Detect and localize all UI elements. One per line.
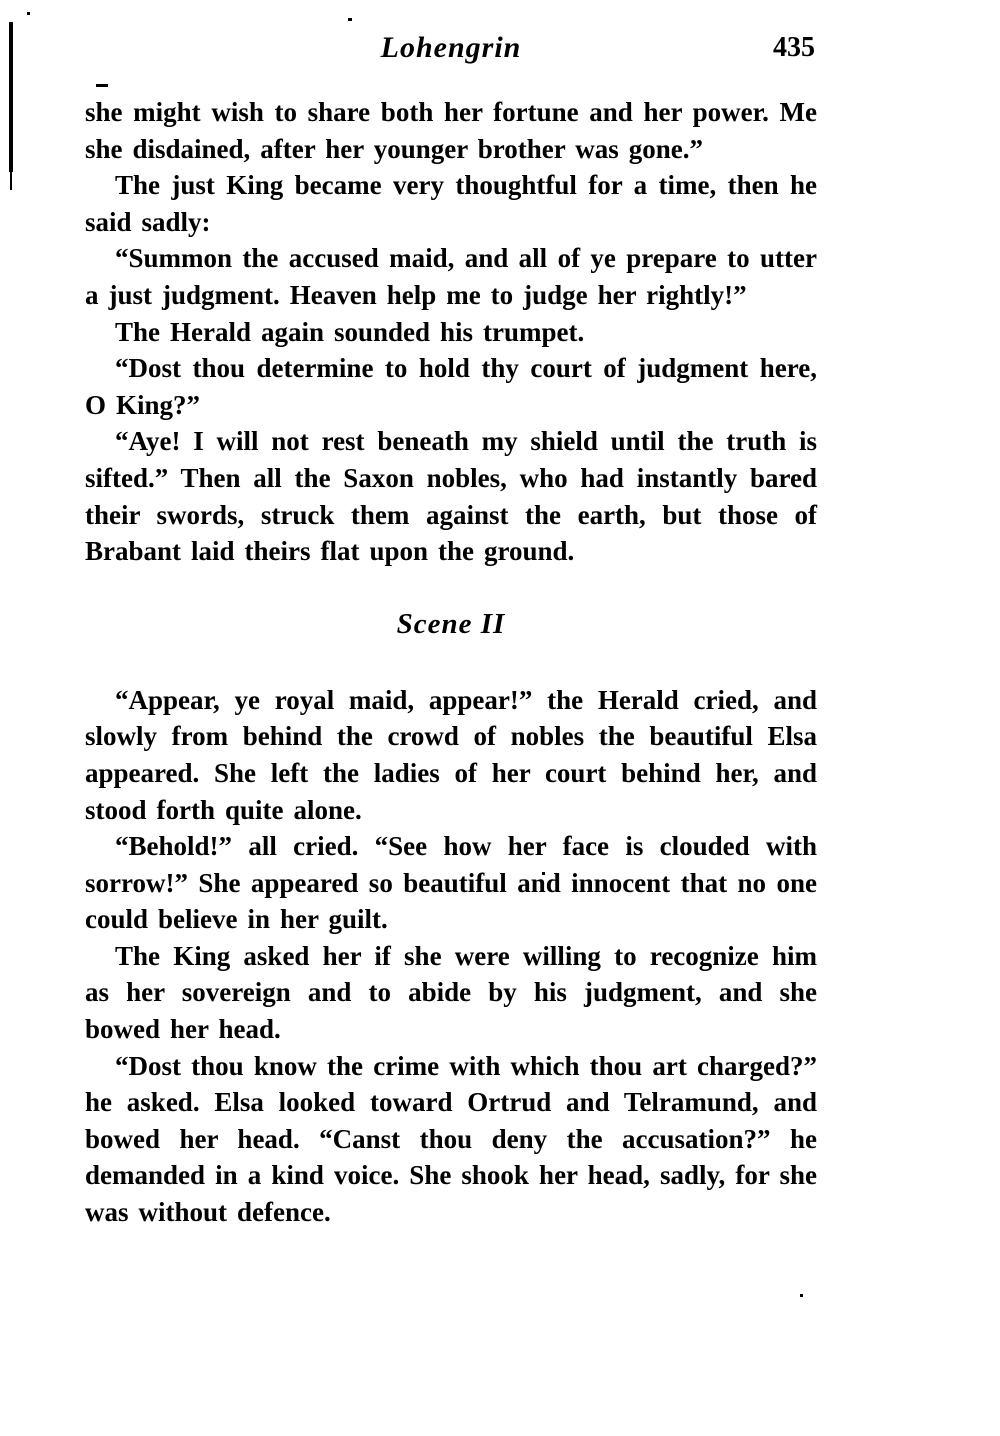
scan-speck <box>27 12 30 15</box>
scan-binding-line <box>9 22 13 172</box>
page-title: Lohengrin <box>380 31 522 64</box>
paragraph: “Summon the accused maid, and all of ye prepare to utter a just judgment. Heaven help me to judge her rightly!” <box>85 243 817 310</box>
paragraph: The Herald again sounded his trumpet. <box>115 316 585 347</box>
paragraph: “Appear, ye royal maid, appear!” the Herald cried, and slowly from behind the crowd of nobles the beautiful Elsa appeared. She left the ladies of her court behind her, and stood forth quite alone. <box>85 684 817 825</box>
scan-speck <box>800 1294 803 1297</box>
running-header <box>85 28 817 68</box>
paragraph: The King asked her if she were willing to recognize him as her sovereign and to abide by his judgment, and she bowed her head. <box>85 940 817 1045</box>
paragraph: “Dost thou know the crime with which thou art charged?” he asked. Elsa looked toward Ortrud and Telramund, and bowed her head. “Canst thou deny the accusation?” he demanded in a kind voice. She shook her head, sadly, for she was without defence. <box>85 1050 817 1228</box>
paragraph: “Dost thou determine to hold thy court of judgment here, O King?” <box>85 353 817 420</box>
scan-speck <box>348 18 352 21</box>
paragraph: she might wish to share both her fortune and her power. Me she disdained, after her younger brother was gone.” <box>85 97 817 164</box>
paragraph: “Aye! I will not rest beneath my shield until the truth is sifted.” Then all the Saxon nobles, who had instantly bared their swords, struck them against the earth, but those of Brabant laid theirs flat upon the ground. <box>85 426 817 567</box>
page-number: 435 <box>773 32 815 63</box>
paragraph: “Behold!” all cried. “See how her face is clouded with sorrow!” She appeared so beautiful and innocent that no one could believe in her guilt. <box>85 831 817 935</box>
page-content <box>85 28 817 1231</box>
paragraph: The just King became very thoughtful for a time, then he said sadly: <box>85 170 817 237</box>
scan-binding-line-tail <box>10 172 12 190</box>
scene-heading: Scene II <box>396 607 506 640</box>
body-text <box>85 94 817 1231</box>
